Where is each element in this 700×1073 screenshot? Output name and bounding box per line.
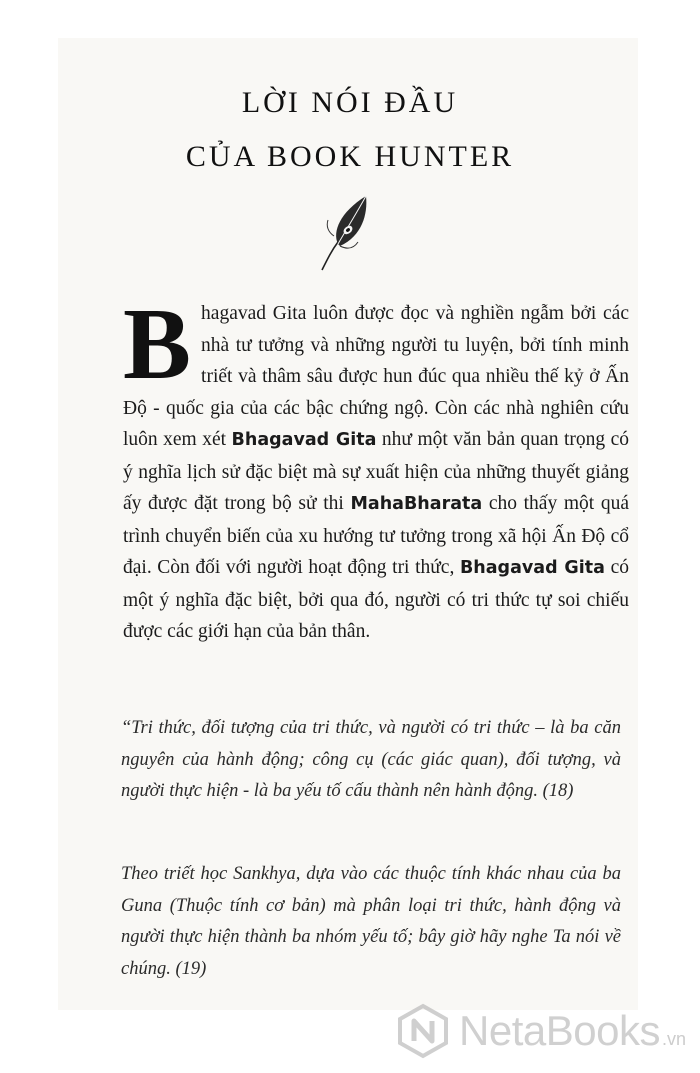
- paragraph-text-1: hagavad Gita luôn được đọc và nghiền ngẫm bởi các nhà tư tưởng và những người tu luyện, bởi tính minh triết và thâm sâu được hun đúc qua nhiều thế kỷ ở Ấn Độ - quốc gia của các bậc chứng ngộ. Còn các nhà nghiên cứu luôn xem xét: [123, 303, 629, 450]
- bold-term-bhagavad-gita-2: Bhagavad Gita: [459, 558, 605, 578]
- watermark-suffix: .vn: [661, 1029, 686, 1049]
- paragraph-text-2: như một văn bản quan trọng có ý nghĩa lịch sử đặc biệt mà sự xuất hiện của những thuyết giảng ấy được đặt trong bộ sử thi: [123, 429, 629, 514]
- feather-ornament-icon: [318, 192, 374, 272]
- page-title-line2: CỦA BOOK HUNTER: [185, 140, 515, 173]
- page-title-line1: LỜI NÓI ĐẦU: [241, 86, 459, 119]
- paragraph-text-4: có một ý nghĩa đặc biệt, bởi qua đó, người có tri thức tự soi chiếu được các giới hạn của bản thân.: [123, 557, 629, 642]
- netabooks-logo-icon: [395, 1003, 451, 1059]
- verse-quote-18: “Tri thức, đối tượng của tri thức, và người có tri thức – là ba căn nguyên của hành động; công cụ (các giác quan), đối tượng, và người thực hiện - là ba yếu tố cấu thành nên hành động. (18): [121, 718, 621, 801]
- paragraph-text-3: cho thấy một quá trình chuyển biến của xu hướng tư tưởng trong xã hội Ấn Độ cổ đại. Còn đối với người hoạt động tri thức,: [123, 493, 630, 578]
- verse-quote-19: Theo triết học Sankhya, dựa vào các thuộc tính khác nhau của ba Guna (Thuộc tính cơ bản) mà phân loại tri thức, hành động và người thực hiện thành ba nhóm yếu tố; bây giờ hãy nghe Ta nói về chúng. (19): [121, 864, 621, 979]
- bold-term-mahabharata: MahaBharata: [350, 494, 483, 514]
- drop-cap: B: [123, 288, 192, 401]
- watermark: [395, 1000, 686, 1062]
- bold-term-bhagavad-gita: Bhagavad Gita: [231, 430, 377, 450]
- preface-paragraph: [123, 288, 630, 648]
- watermark-brand: NetaBooks: [459, 1007, 660, 1054]
